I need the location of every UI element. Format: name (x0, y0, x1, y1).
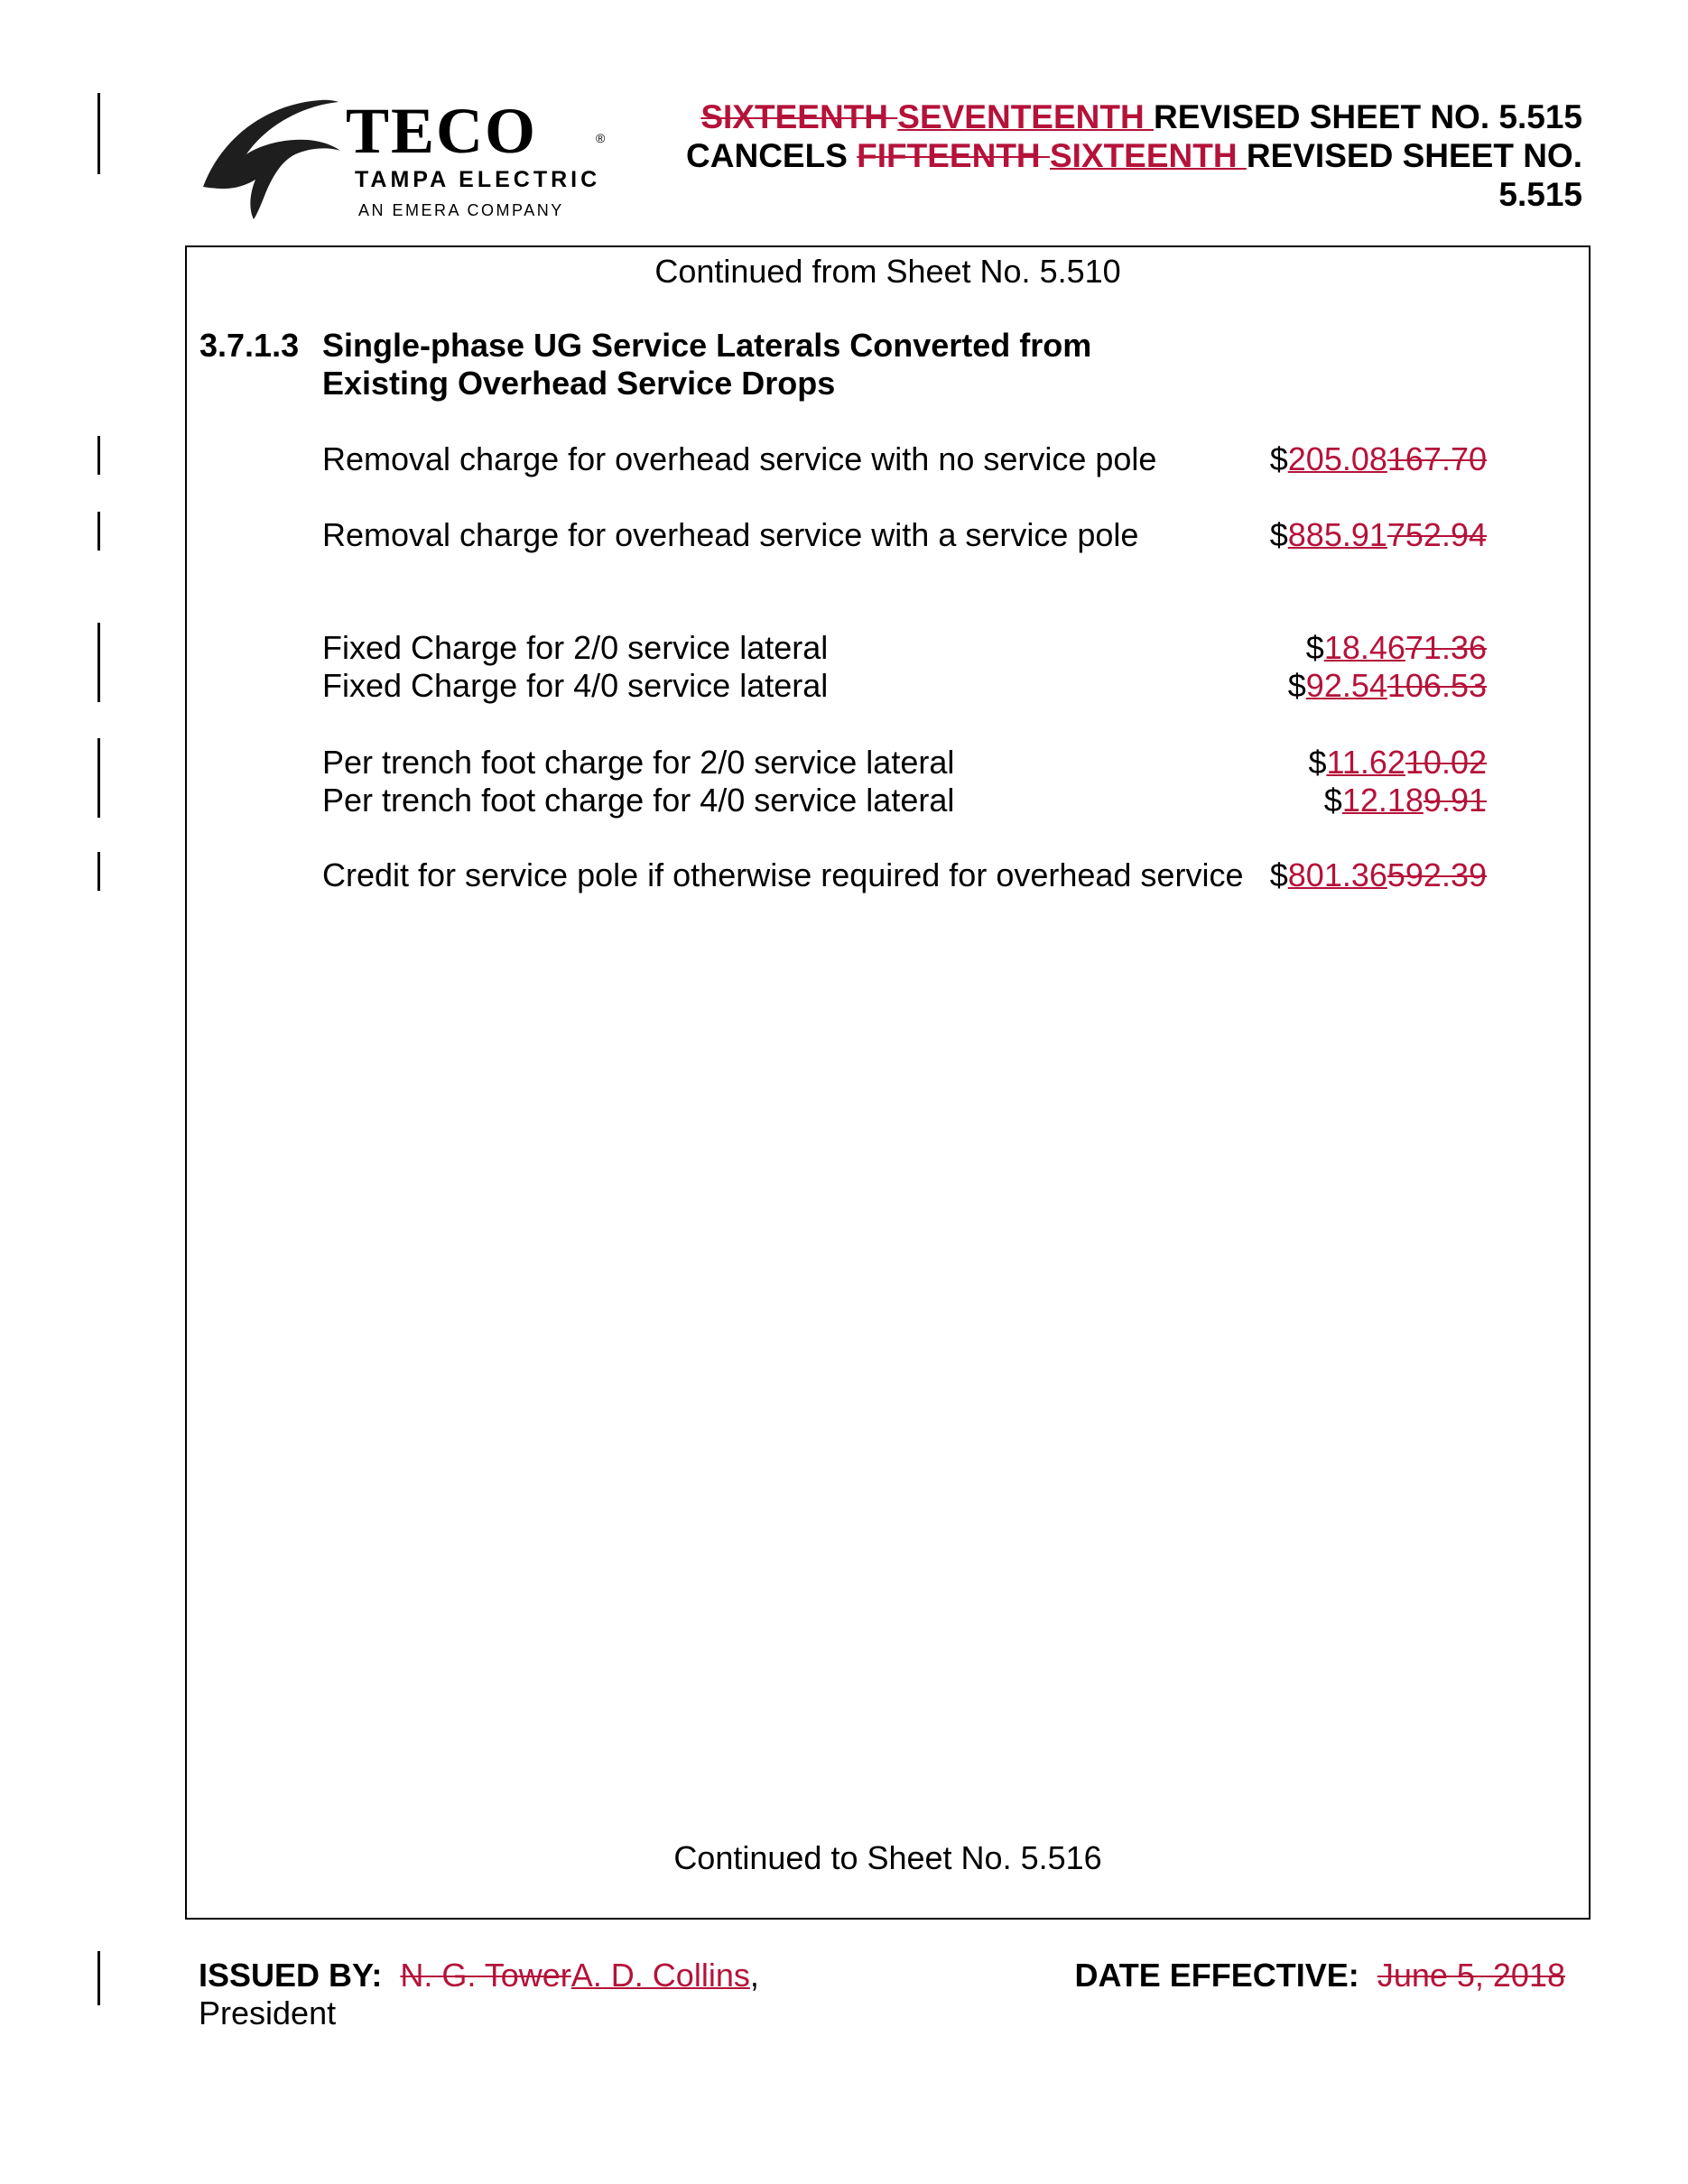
new-value: 92.54 (1305, 667, 1387, 704)
date-effective (1074, 1957, 1565, 1994)
charge-label: Fixed Charge for 4/0 service lateral (322, 667, 829, 704)
logo-brand: TECO (346, 95, 538, 167)
sheet-header-text: REVISED SHEET NO. 5.515 (1153, 98, 1582, 135)
issued-by (199, 1957, 759, 2032)
change-bar (97, 93, 100, 174)
logo-registered-mark: ® (596, 131, 606, 145)
issued-by-line (199, 1957, 759, 1994)
issuer-title: President (199, 1994, 337, 2031)
deleted-text: SIXTEENTH (700, 98, 898, 135)
change-bar (97, 436, 100, 475)
section-title (322, 327, 1225, 403)
inserted-text: SIXTEENTH (1049, 137, 1247, 174)
sheet-header (589, 97, 1582, 214)
change-bar (97, 852, 100, 891)
change-bar (97, 1951, 100, 2005)
teco-swoosh-icon (194, 95, 343, 221)
deleted-text: N. G. Tower (400, 1957, 571, 1994)
sheet-header-text: CANCELS (686, 137, 858, 174)
inserted-text: A. D. Collins (570, 1957, 750, 1994)
date-effective-label: DATE EFFECTIVE: (1074, 1957, 1359, 1994)
charge-label: Per trench foot charge for 4/0 service lateral (322, 782, 955, 819)
old-value: 592.39 (1387, 856, 1487, 893)
logo-subtitle: TAMPA ELECTRIC (355, 167, 601, 192)
old-value: 10.02 (1405, 744, 1487, 781)
charge-amount: $801.36592.39 (1269, 856, 1487, 893)
inserted-text: SEVENTEENTH (897, 98, 1154, 135)
charge-amount: $885.91752.94 (1269, 516, 1487, 553)
new-value: 205.08 (1287, 440, 1387, 477)
change-bar (97, 738, 100, 818)
new-value: 801.36 (1287, 856, 1387, 893)
change-bar (97, 623, 100, 702)
issued-by-label: ISSUED BY: (199, 1957, 383, 1994)
charge-amount: $12.189.91 (1323, 782, 1487, 819)
old-value: 71.36 (1405, 629, 1487, 666)
old-value: 752.94 (1387, 516, 1487, 553)
new-value: 11.62 (1326, 744, 1405, 781)
section-title-line: Single-phase UG Service Laterals Converted from (322, 327, 1092, 364)
charge-label: Removal charge for overhead service with no service pole (322, 440, 1157, 477)
new-value: 18.46 (1323, 629, 1405, 666)
charge-label: Per trench foot charge for 2/0 service lateral (322, 744, 955, 781)
logo-tagline: AN EMERA COMPANY (358, 201, 564, 219)
deleted-text: FIFTEENTH (857, 137, 1050, 174)
change-bar (97, 512, 100, 551)
charge-amount: $205.08167.70 (1269, 440, 1487, 477)
charge-amount: $18.4671.36 (1305, 629, 1487, 666)
charge-label: Fixed Charge for 2/0 service lateral (322, 629, 829, 666)
charge-amount: $11.6210.02 (1308, 744, 1487, 781)
sheet-header-line1 (589, 97, 1582, 136)
old-value: 106.53 (1387, 667, 1487, 704)
sheet-header-text: REVISED SHEET NO. (1246, 137, 1582, 174)
new-value: 885.91 (1287, 516, 1387, 553)
continued-from: Continued from Sheet No. 5.510 (654, 253, 1121, 290)
tariff-content-box (185, 245, 1591, 1920)
old-value: 9.91 (1423, 782, 1487, 819)
old-value: 167.70 (1387, 440, 1487, 477)
charge-amount: $92.54106.53 (1287, 667, 1487, 704)
new-value: 12.18 (1341, 782, 1424, 819)
deleted-text: June 5, 2018 (1377, 1957, 1565, 1994)
continued-to: Continued to Sheet No. 5.516 (673, 1839, 1102, 1876)
sheet-header-line2 (589, 136, 1582, 175)
section-number: 3.7.1.3 (199, 327, 300, 364)
charge-label: Removal charge for overhead service with a service pole (322, 516, 1139, 553)
charge-label: Credit for service pole if otherwise required for overhead service (322, 856, 1244, 893)
section-title-line: Existing Overhead Service Drops (322, 365, 836, 402)
sheet-header-line3: 5.515 (1498, 176, 1582, 213)
punctuation: , (749, 1957, 759, 1994)
